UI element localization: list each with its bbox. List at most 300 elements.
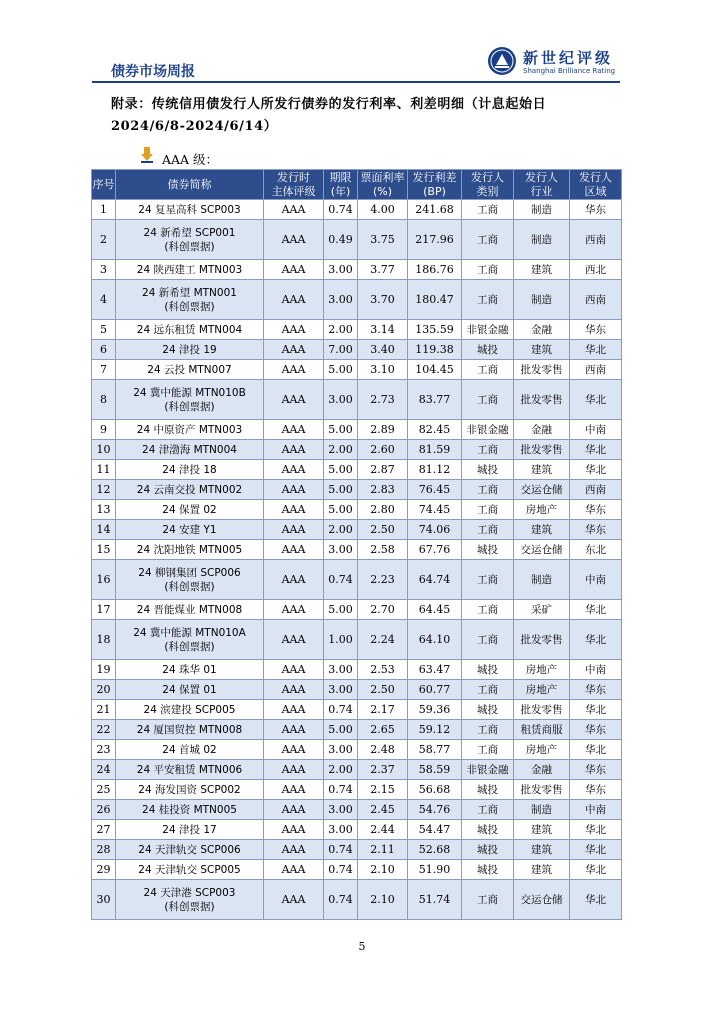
- table-cell: 批发零售: [514, 380, 570, 420]
- table-cell: 西南: [570, 360, 622, 380]
- table-cell: 2.23: [358, 560, 408, 600]
- table-cell: 非银金融: [462, 320, 514, 340]
- table-cell: 房地产: [514, 500, 570, 520]
- table-cell: 24 津投 17: [116, 820, 264, 840]
- table-cell: 华东: [570, 780, 622, 800]
- table-cell: 2.58: [358, 540, 408, 560]
- table-cell: 24 首城 02: [116, 740, 264, 760]
- table-cell: AAA: [264, 520, 324, 540]
- table-cell: AAA: [264, 340, 324, 360]
- table-cell: 华北: [570, 740, 622, 760]
- table-cell: 30: [92, 880, 116, 920]
- table-cell: 10: [92, 440, 116, 460]
- table-cell: 城投: [462, 660, 514, 680]
- table-cell: 135.59: [408, 320, 462, 340]
- table-cell: 60.77: [408, 680, 462, 700]
- table-cell: 81.12: [408, 460, 462, 480]
- column-header: 发行人 类别: [462, 170, 514, 200]
- table-cell: 24 中原资产 MTN003: [116, 420, 264, 440]
- table-cell: 16: [92, 560, 116, 600]
- table-cell: 3: [92, 260, 116, 280]
- table-cell: 金融: [514, 420, 570, 440]
- column-header: 发行人 行业: [514, 170, 570, 200]
- appendix-title: 附录：传统信用债发行人所发行债券的发行利率、利差明细（计息起始日 2024/6/8-2024/6/14）: [111, 97, 547, 134]
- table-cell: 城投: [462, 340, 514, 360]
- table-cell: 制造: [514, 220, 570, 260]
- table-cell: 2.87: [358, 460, 408, 480]
- table-cell: 83.77: [408, 380, 462, 420]
- table-cell: 4: [92, 280, 116, 320]
- table-cell: 0.74: [324, 880, 358, 920]
- table-cell: 2.83: [358, 480, 408, 500]
- table-cell: 采矿: [514, 600, 570, 620]
- table-cell: 2.45: [358, 800, 408, 820]
- table-cell: 23: [92, 740, 116, 760]
- table-cell: 24 滨建投 SCP005: [116, 700, 264, 720]
- table-cell: 64.45: [408, 600, 462, 620]
- table-cell: 华东: [570, 520, 622, 540]
- table-row: [92, 200, 622, 220]
- table-cell: 华东: [570, 680, 622, 700]
- table-cell: 2.00: [324, 760, 358, 780]
- table-cell: 2.70: [358, 600, 408, 620]
- table-cell: 58.59: [408, 760, 462, 780]
- table-cell: 7: [92, 360, 116, 380]
- table-cell: 建筑: [514, 820, 570, 840]
- table-cell: 房地产: [514, 660, 570, 680]
- table-cell: 3.75: [358, 220, 408, 260]
- table-cell: 12: [92, 480, 116, 500]
- table-cell: 工商: [462, 720, 514, 740]
- table-cell: AAA: [264, 840, 324, 860]
- table-cell: 2.53: [358, 660, 408, 680]
- table-cell: 交运仓储: [514, 540, 570, 560]
- table-cell: 54.47: [408, 820, 462, 840]
- table-row: [92, 700, 622, 720]
- table-cell: 74.45: [408, 500, 462, 520]
- table-cell: 批发零售: [514, 360, 570, 380]
- table-cell: 64.74: [408, 560, 462, 600]
- table-cell: 工商: [462, 600, 514, 620]
- table-cell: 5.00: [324, 360, 358, 380]
- table-cell: 58.77: [408, 740, 462, 760]
- table-row: [92, 800, 622, 820]
- table-cell: 2.65: [358, 720, 408, 740]
- table-cell: 54.76: [408, 800, 462, 820]
- table-cell: 0.74: [324, 700, 358, 720]
- table-cell: 非银金融: [462, 760, 514, 780]
- table-cell: 工商: [462, 380, 514, 420]
- table-row: [92, 220, 622, 260]
- table-cell: 2.44: [358, 820, 408, 840]
- table-cell: 华东: [570, 720, 622, 740]
- table-cell: 工商: [462, 680, 514, 700]
- table-cell: 24 天津轨交 SCP005: [116, 860, 264, 880]
- table-cell: 3.00: [324, 680, 358, 700]
- table-cell: 2.00: [324, 520, 358, 540]
- table-cell: AAA: [264, 540, 324, 560]
- table-cell: 建筑: [514, 840, 570, 860]
- table-cell: 工商: [462, 260, 514, 280]
- table-cell: 3.00: [324, 820, 358, 840]
- table-header-row: [92, 170, 622, 200]
- table-row: [92, 360, 622, 380]
- table-cell: 建筑: [514, 520, 570, 540]
- table-cell: 1.00: [324, 620, 358, 660]
- table-cell: 2.17: [358, 700, 408, 720]
- table-cell: AAA: [264, 700, 324, 720]
- table-cell: 2.73: [358, 380, 408, 420]
- table-cell: AAA: [264, 780, 324, 800]
- table-cell: 华东: [570, 320, 622, 340]
- header-divider: [92, 81, 620, 83]
- table-cell: 华北: [570, 460, 622, 480]
- column-header: 发行时 主体评级: [264, 170, 324, 200]
- table-cell: 批发零售: [514, 700, 570, 720]
- table-row: [92, 260, 622, 280]
- table-row: [92, 480, 622, 500]
- page-number: 5: [358, 940, 366, 953]
- table-cell: 2.10: [358, 880, 408, 920]
- table-cell: 24 保置 01: [116, 680, 264, 700]
- table-cell: 建筑: [514, 460, 570, 480]
- rating-section-label: AAA 级：: [162, 152, 219, 167]
- table-cell: 180.47: [408, 280, 462, 320]
- table-cell: 工商: [462, 880, 514, 920]
- table-cell: 华东: [570, 500, 622, 520]
- table-cell: AAA: [264, 720, 324, 740]
- table-cell: 67.76: [408, 540, 462, 560]
- table-cell: AAA: [264, 880, 324, 920]
- table-cell: 西南: [570, 480, 622, 500]
- table-cell: 64.10: [408, 620, 462, 660]
- table-cell: 2.60: [358, 440, 408, 460]
- table-cell: 城投: [462, 540, 514, 560]
- table-cell: 交运仓储: [514, 880, 570, 920]
- table-cell: AAA: [264, 420, 324, 440]
- table-cell: 金融: [514, 320, 570, 340]
- company-logo: [487, 46, 617, 80]
- table-cell: AAA: [264, 220, 324, 260]
- table-cell: 2: [92, 220, 116, 260]
- table-cell: 金融: [514, 760, 570, 780]
- table-row: [92, 500, 622, 520]
- table-cell: 华北: [570, 820, 622, 840]
- table-cell: 24 海发国资 SCP002: [116, 780, 264, 800]
- table-cell: 工商: [462, 500, 514, 520]
- table-cell: 工商: [462, 220, 514, 260]
- table-cell: 华北: [570, 340, 622, 360]
- table-row: [92, 440, 622, 460]
- table-cell: 3.00: [324, 660, 358, 680]
- table-cell: AAA: [264, 200, 324, 220]
- table-cell: 华北: [570, 880, 622, 920]
- table-cell: 24 平安租赁 MTN006: [116, 760, 264, 780]
- table-row: [92, 340, 622, 360]
- table-cell: 工商: [462, 740, 514, 760]
- table-cell: 24 复星高科 SCP003: [116, 200, 264, 220]
- table-cell: 制造: [514, 280, 570, 320]
- table-row: [92, 840, 622, 860]
- table-cell: 14: [92, 520, 116, 540]
- table-cell: 104.45: [408, 360, 462, 380]
- table-row: [92, 680, 622, 700]
- table-cell: 24: [92, 760, 116, 780]
- table-cell: 西南: [570, 220, 622, 260]
- table-cell: AAA: [264, 560, 324, 600]
- table-row: [92, 820, 622, 840]
- table-cell: 房地产: [514, 680, 570, 700]
- table-cell: 51.90: [408, 860, 462, 880]
- table-cell: 25: [92, 780, 116, 800]
- column-header: 发行人 区域: [570, 170, 622, 200]
- table-row: [92, 780, 622, 800]
- table-cell: 华北: [570, 860, 622, 880]
- table-row: [92, 320, 622, 340]
- table-cell: AAA: [264, 280, 324, 320]
- table-cell: 3.00: [324, 800, 358, 820]
- table-row: [92, 560, 622, 600]
- table-cell: AAA: [264, 480, 324, 500]
- table-cell: 7.00: [324, 340, 358, 360]
- table-row: [92, 380, 622, 420]
- table-cell: 华北: [570, 380, 622, 420]
- table-cell: 制造: [514, 200, 570, 220]
- table-cell: 建筑: [514, 260, 570, 280]
- table-cell: 6: [92, 340, 116, 360]
- table-cell: 工商: [462, 440, 514, 460]
- table-cell: 217.96: [408, 220, 462, 260]
- table-cell: 18: [92, 620, 116, 660]
- table-cell: AAA: [264, 760, 324, 780]
- table-cell: 19: [92, 660, 116, 680]
- table-cell: 2.48: [358, 740, 408, 760]
- table-cell: 5.00: [324, 500, 358, 520]
- table-cell: 2.00: [324, 440, 358, 460]
- table-cell: 17: [92, 600, 116, 620]
- table-cell: 29: [92, 860, 116, 880]
- column-header: 期限 (年): [324, 170, 358, 200]
- table-cell: 24 天津轨交 SCP006: [116, 840, 264, 860]
- table-cell: 26: [92, 800, 116, 820]
- table-cell: 2.80: [358, 500, 408, 520]
- table-cell: 5.00: [324, 720, 358, 740]
- table-cell: 59.12: [408, 720, 462, 740]
- report-title: 债券市场周报: [111, 64, 195, 80]
- table-cell: 工商: [462, 520, 514, 540]
- table-cell: 24 津渤海 MTN004: [116, 440, 264, 460]
- table-cell: AAA: [264, 660, 324, 680]
- table-cell: 24 新希望 MTN001 (科创票据): [116, 280, 264, 320]
- table-cell: 52.68: [408, 840, 462, 860]
- table-cell: 租赁商服: [514, 720, 570, 740]
- table-row: [92, 880, 622, 920]
- table-cell: 2.89: [358, 420, 408, 440]
- table-cell: 3.00: [324, 540, 358, 560]
- table-cell: 交运仓储: [514, 480, 570, 500]
- table-cell: 4.00: [358, 200, 408, 220]
- table-cell: AAA: [264, 320, 324, 340]
- table-cell: 59.36: [408, 700, 462, 720]
- table-cell: 2.50: [358, 680, 408, 700]
- table-cell: 24 冀中能源 MTN010A (科创票据): [116, 620, 264, 660]
- table-cell: 城投: [462, 860, 514, 880]
- table-cell: 24 安建 Y1: [116, 520, 264, 540]
- table-cell: 华北: [570, 620, 622, 660]
- table-cell: 2.24: [358, 620, 408, 660]
- table-cell: 56.68: [408, 780, 462, 800]
- table-cell: 5: [92, 320, 116, 340]
- table-cell: 2.11: [358, 840, 408, 860]
- table-cell: 0.74: [324, 560, 358, 600]
- table-body: [92, 200, 622, 920]
- table-cell: 城投: [462, 820, 514, 840]
- table-cell: 西南: [570, 280, 622, 320]
- table-cell: 24 冀中能源 MTN010B (科创票据): [116, 380, 264, 420]
- table-cell: 0.74: [324, 840, 358, 860]
- table-cell: 3.00: [324, 740, 358, 760]
- table-cell: 24 陕西建工 MTN003: [116, 260, 264, 280]
- table-row: [92, 660, 622, 680]
- table-cell: 5.00: [324, 600, 358, 620]
- table-cell: 华东: [570, 200, 622, 220]
- table-cell: 3.14: [358, 320, 408, 340]
- table-cell: 74.06: [408, 520, 462, 540]
- table-cell: 3.00: [324, 260, 358, 280]
- table-cell: 华北: [570, 600, 622, 620]
- table-cell: 5.00: [324, 480, 358, 500]
- table-cell: AAA: [264, 820, 324, 840]
- table-cell: AAA: [264, 600, 324, 620]
- table-cell: 186.76: [408, 260, 462, 280]
- table-cell: AAA: [264, 440, 324, 460]
- table-cell: 工商: [462, 800, 514, 820]
- table-cell: 制造: [514, 560, 570, 600]
- table-cell: 76.45: [408, 480, 462, 500]
- column-header: 债券简称: [116, 170, 264, 200]
- table-cell: 3.77: [358, 260, 408, 280]
- table-cell: 11: [92, 460, 116, 480]
- table-cell: 24 桂投资 MTN005: [116, 800, 264, 820]
- table-cell: 241.68: [408, 200, 462, 220]
- table-cell: 批发零售: [514, 620, 570, 660]
- table-cell: 24 津投 19: [116, 340, 264, 360]
- table-cell: AAA: [264, 260, 324, 280]
- table-cell: 工商: [462, 620, 514, 660]
- table-cell: 2.15: [358, 780, 408, 800]
- table-cell: 15: [92, 540, 116, 560]
- table-row: [92, 460, 622, 480]
- table-cell: AAA: [264, 460, 324, 480]
- table-cell: 51.74: [408, 880, 462, 920]
- table-row: [92, 520, 622, 540]
- table-cell: 华北: [570, 440, 622, 460]
- column-header: 票面利率 (%): [358, 170, 408, 200]
- table-cell: 24 珠华 01: [116, 660, 264, 680]
- table-cell: 华北: [570, 840, 622, 860]
- table-cell: 24 云投 MTN007: [116, 360, 264, 380]
- table-cell: 8: [92, 380, 116, 420]
- table-cell: 非银金融: [462, 420, 514, 440]
- bond-issuance-table: [91, 169, 622, 920]
- table-cell: 工商: [462, 280, 514, 320]
- table-cell: 5.00: [324, 460, 358, 480]
- table-cell: 22: [92, 720, 116, 740]
- logo-english-name: Shanghai Brilliance Rating: [523, 67, 616, 75]
- table-cell: 20: [92, 680, 116, 700]
- table-cell: 华北: [570, 700, 622, 720]
- table-cell: 建筑: [514, 860, 570, 880]
- table-cell: 24 云南交投 MTN002: [116, 480, 264, 500]
- table-cell: 3.40: [358, 340, 408, 360]
- table-cell: 2.50: [358, 520, 408, 540]
- table-cell: 82.45: [408, 420, 462, 440]
- logo-emblem-icon: [487, 46, 517, 76]
- column-header: 序号: [92, 170, 116, 200]
- table-row: [92, 280, 622, 320]
- table-cell: 城投: [462, 700, 514, 720]
- table-cell: 中南: [570, 560, 622, 600]
- table-cell: 城投: [462, 780, 514, 800]
- table-cell: 中南: [570, 660, 622, 680]
- table-cell: 0.74: [324, 780, 358, 800]
- table-cell: 24 远东租赁 MTN004: [116, 320, 264, 340]
- column-header: 发行利差 (BP): [408, 170, 462, 200]
- table-cell: 24 晋能煤业 MTN008: [116, 600, 264, 620]
- table-cell: 3.00: [324, 380, 358, 420]
- table-cell: AAA: [264, 380, 324, 420]
- table-cell: 西北: [570, 260, 622, 280]
- table-cell: 24 沈阳地铁 MTN005: [116, 540, 264, 560]
- table-cell: AAA: [264, 680, 324, 700]
- table-cell: 城投: [462, 840, 514, 860]
- table-cell: 119.38: [408, 340, 462, 360]
- table-cell: 24 厦国贸控 MTN008: [116, 720, 264, 740]
- table-cell: 9: [92, 420, 116, 440]
- table-cell: 工商: [462, 360, 514, 380]
- table-row: [92, 420, 622, 440]
- table-cell: 2.10: [358, 860, 408, 880]
- bullet-arrow-icon: [140, 147, 154, 163]
- table-cell: 24 津投 18: [116, 460, 264, 480]
- table-row: [92, 860, 622, 880]
- table-cell: 24 保置 02: [116, 500, 264, 520]
- table-cell: 制造: [514, 800, 570, 820]
- table-cell: 24 新希望 SCP001 (科创票据): [116, 220, 264, 260]
- table-cell: 1: [92, 200, 116, 220]
- table-cell: AAA: [264, 360, 324, 380]
- table-cell: 3.70: [358, 280, 408, 320]
- table-row: [92, 720, 622, 740]
- table-cell: 批发零售: [514, 440, 570, 460]
- table-cell: 0.49: [324, 220, 358, 260]
- table-cell: 批发零售: [514, 780, 570, 800]
- table-cell: 13: [92, 500, 116, 520]
- table-cell: 工商: [462, 560, 514, 600]
- table-cell: 工商: [462, 480, 514, 500]
- table-cell: 房地产: [514, 740, 570, 760]
- table-cell: 中南: [570, 420, 622, 440]
- table-cell: 3.10: [358, 360, 408, 380]
- table-cell: 中南: [570, 800, 622, 820]
- table-cell: 华东: [570, 760, 622, 780]
- table-cell: 81.59: [408, 440, 462, 460]
- table-cell: 2.00: [324, 320, 358, 340]
- table-cell: 21: [92, 700, 116, 720]
- table-row: [92, 600, 622, 620]
- table-row: [92, 760, 622, 780]
- table-cell: AAA: [264, 740, 324, 760]
